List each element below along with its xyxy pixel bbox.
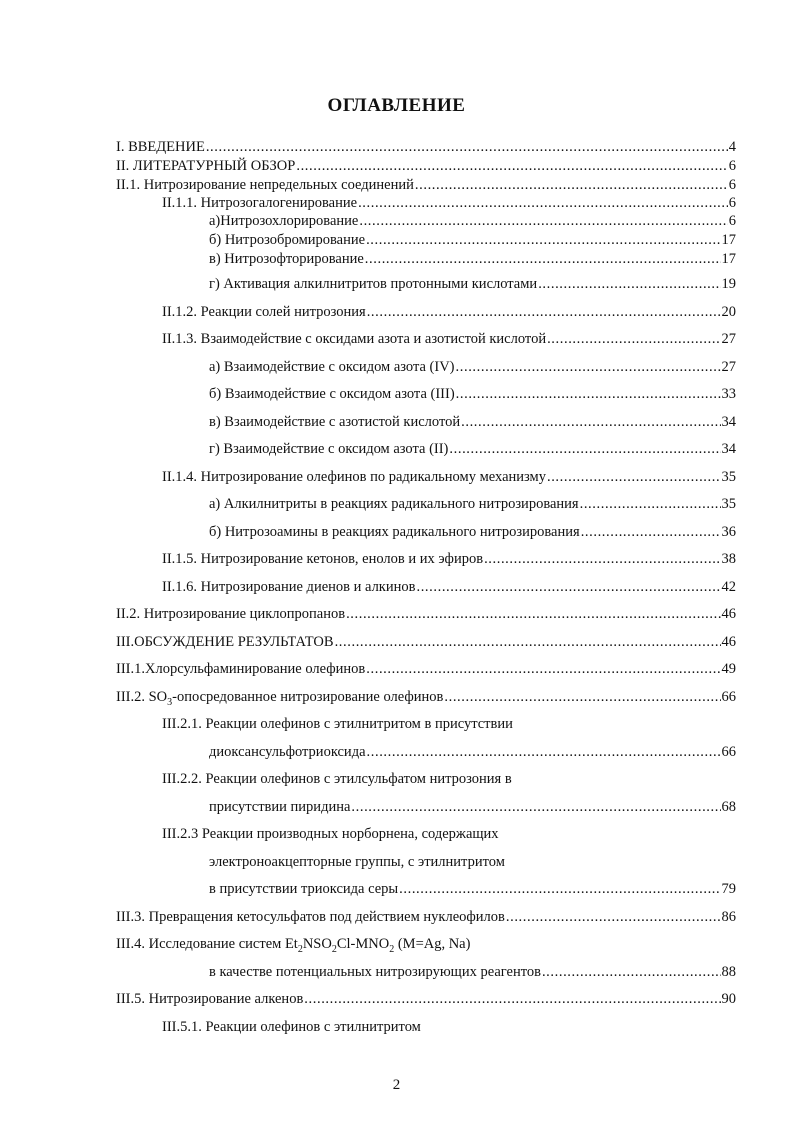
toc-page: 6 <box>728 158 736 174</box>
toc-label: III.1.Хлорсульфаминирование олефинов <box>116 661 366 677</box>
toc-label: б) Взаимодействие с оксидом азота (III) <box>209 386 455 402</box>
toc-page: 46 <box>721 634 736 650</box>
toc-page: 34 <box>721 414 736 430</box>
toc-entry <box>209 524 736 541</box>
toc-entry: III.4. Исследование систем $Et_2NSO_2Cl-MNO_2$ (M=Ag, Na) <box>116 936 471 955</box>
toc-label: III.3. Превращения кетосульфатов под действием нуклеофилов <box>116 909 505 925</box>
toc-entry <box>209 232 736 249</box>
toc-label: II.2. Нитрозирование циклопропанов <box>116 606 346 622</box>
toc-entry: III.2.3 Реакции производных норборнена, содержащих <box>162 826 499 842</box>
toc-entry <box>162 304 736 321</box>
toc-page: 27 <box>721 331 736 347</box>
toc-leader <box>366 232 720 249</box>
toc-entry <box>116 661 736 678</box>
toc-entry <box>209 251 736 268</box>
toc-page: 6 <box>728 213 736 229</box>
toc-leader <box>581 524 721 541</box>
toc-leader <box>351 799 720 816</box>
toc-entry <box>162 331 736 348</box>
toc-entry: III.2.1. Реакции олефинов с этилнитритом в присутствии <box>162 716 513 732</box>
toc-entry <box>209 386 736 403</box>
toc-leader <box>580 496 721 513</box>
toc-leader <box>456 386 721 403</box>
page-title: ОГЛАВЛЕНИЕ <box>327 95 466 116</box>
toc-label: в присутствии триоксида серы <box>209 881 399 897</box>
toc-entry <box>209 496 736 513</box>
toc-label: в) Нитрозофторирование <box>209 251 364 267</box>
toc-label: в качестве потенциальных нитрозирующих реагентов <box>209 964 541 980</box>
toc-page: 35 <box>721 496 736 512</box>
toc-page: 27 <box>721 359 736 375</box>
toc-page: 79 <box>721 881 736 897</box>
toc-leader <box>304 991 720 1008</box>
toc-entry <box>209 213 736 230</box>
toc-label: II.1.5. Нитрозирование кетонов, енолов и их эфиров <box>162 551 484 567</box>
toc-entry <box>209 744 736 761</box>
toc-page: 17 <box>721 251 736 267</box>
toc-page: 34 <box>721 441 736 457</box>
toc-label: а)Нитрозохлорирование <box>209 213 359 229</box>
toc-label: II.1.2. Реакции солей нитрозония <box>162 304 366 320</box>
toc-leader <box>296 158 727 175</box>
toc-page: 68 <box>721 799 736 815</box>
toc-label: диоксансульфотриоксида <box>209 744 366 760</box>
page-number: 2 <box>392 1077 401 1093</box>
toc-leader <box>449 441 720 458</box>
toc-page: 46 <box>721 606 736 622</box>
toc-leader <box>456 359 721 376</box>
toc-entry <box>116 158 736 175</box>
toc-leader <box>547 469 721 486</box>
toc-label: а) Взаимодействие с оксидом азота (IV) <box>209 359 455 375</box>
toc-page: 90 <box>721 991 736 1007</box>
toc-entry <box>209 414 736 431</box>
toc-leader <box>367 744 721 761</box>
toc-page: 86 <box>721 909 736 925</box>
toc-page: 6 <box>728 177 736 193</box>
toc-entry <box>209 276 736 293</box>
toc-label: II.1.1. Нитрозогалогенирование <box>162 195 358 211</box>
toc-entry <box>116 634 736 651</box>
toc-page: 36 <box>721 524 736 540</box>
toc-label: II.1.6. Нитрозирование диенов и алкинов <box>162 579 416 595</box>
toc-label: б) Нитрозоамины в реакциях радикального нитрозирования <box>209 524 580 540</box>
toc-entry <box>116 909 736 926</box>
toc-label: II.1.4. Нитрозирование олефинов по радикальному механизму <box>162 469 546 485</box>
toc-leader <box>335 634 721 651</box>
toc-leader <box>346 606 720 623</box>
toc-leader <box>461 414 720 431</box>
toc-page: 35 <box>721 469 736 485</box>
toc-entry: III.5.1. Реакции олефинов с этилнитритом <box>162 1019 421 1035</box>
toc-entry <box>209 964 736 981</box>
toc-entry <box>162 551 736 568</box>
toc-label: III.2. $SO_3$-опосредованное нитрозирование олефинов <box>116 689 444 708</box>
toc-entry <box>209 441 736 458</box>
toc-label: III.ОБСУЖДЕНИЕ РЕЗУЛЬТАТОВ <box>116 634 334 650</box>
toc-leader <box>444 689 720 706</box>
toc-page: 66 <box>721 689 736 705</box>
toc-label: а) Алкилнитриты в реакциях радикального нитрозирования <box>209 496 579 512</box>
toc-label: г) Взаимодействие с оксидом азота (II) <box>209 441 449 457</box>
toc-page: 88 <box>721 964 736 980</box>
toc-label: II.1. Нитрозирование непредельных соединений <box>116 177 414 193</box>
toc-entry <box>116 139 736 156</box>
toc-entry <box>116 689 736 706</box>
toc-entry <box>209 881 736 898</box>
toc-page: 38 <box>721 551 736 567</box>
toc-leader <box>542 964 721 981</box>
toc-page: 66 <box>721 744 736 760</box>
toc-page: 19 <box>721 276 736 292</box>
toc-leader <box>365 251 721 268</box>
toc-leader <box>547 331 720 348</box>
toc-entry <box>116 177 736 194</box>
toc-label: II. ЛИТЕРАТУРНЫЙ ОБЗОР <box>116 158 296 174</box>
toc-leader <box>399 881 720 898</box>
toc-label: III.5. Нитрозирование алкенов <box>116 991 304 1007</box>
toc-entry: электроноакцепторные группы, с этилнитритом <box>209 854 505 870</box>
toc-entry <box>209 799 736 816</box>
toc-page: 49 <box>721 661 736 677</box>
toc-label: в) Взаимодействие с азотистой кислотой <box>209 414 461 430</box>
toc-label: г) Активация алкилнитритов протонными кислотами <box>209 276 538 292</box>
toc-page: 17 <box>721 232 736 248</box>
toc-leader <box>366 661 720 678</box>
toc-entry: III.2.2. Реакции олефинов с этилсульфатом нитрозония в <box>162 771 512 787</box>
toc-entry <box>116 991 736 1008</box>
toc-label: б) Нитрозобромирование <box>209 232 366 248</box>
toc-leader <box>206 139 728 156</box>
toc-leader <box>415 177 728 194</box>
toc-entry <box>209 359 736 376</box>
toc-page: 4 <box>728 139 736 155</box>
toc-leader <box>506 909 721 926</box>
toc-label: I. ВВЕДЕНИЕ <box>116 139 205 155</box>
toc-leader <box>484 551 720 568</box>
toc-label: присутствии пиридина <box>209 799 351 815</box>
toc-entry <box>162 579 736 596</box>
toc-page: 33 <box>721 386 736 402</box>
toc-leader <box>416 579 720 596</box>
toc-leader <box>367 304 721 321</box>
toc-leader <box>358 195 728 212</box>
toc-entry <box>116 606 736 623</box>
toc-label: II.1.3. Взаимодействие с оксидами азота и азотистой кислотой <box>162 331 547 347</box>
toc-page: 20 <box>721 304 736 320</box>
toc-leader <box>359 213 727 230</box>
toc-leader <box>538 276 720 293</box>
toc-page: 6 <box>728 195 736 211</box>
toc-page: 42 <box>721 579 736 595</box>
toc-entry <box>162 469 736 486</box>
toc-entry <box>162 195 736 212</box>
